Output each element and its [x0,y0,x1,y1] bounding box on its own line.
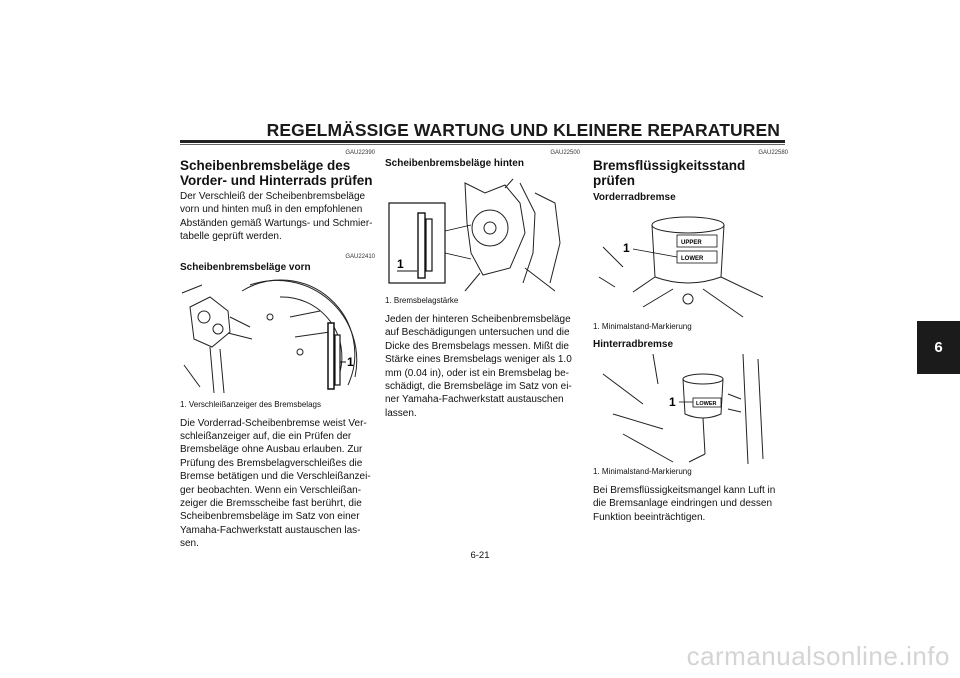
column-left [180,150,375,551]
rear-fig-callout: 1 [397,257,404,271]
page-number: 6-21 [470,550,490,561]
front-brake-figure [180,277,360,397]
header-rule-thin [180,144,785,145]
rear-reservoir-caption: 1. Minimalstand-Markierung [593,467,692,476]
page-title: REGELMÄSSIGE WARTUNG UND KLEINERE REPARATUREN [266,120,780,140]
subsection-front-brake: Vorderradbremse [593,192,676,203]
upper-mark-text: UPPER [681,240,702,246]
subsection-title-front: Scheibenbremsbeläge vorn [180,261,311,273]
section-code: GAU22390 [345,150,375,156]
subsection-code: GAU22410 [345,253,375,260]
rear-lower-mark-text: LOWER [696,401,717,407]
section-title-fluid: Bremsflüssigkeitsstand prüfen [593,158,746,188]
subsection-rear-brake: Hinterradbremse [593,339,674,350]
front-reservoir-caption: 1. Minimalstand-Markierung [593,322,692,331]
column-middle [385,150,580,420]
front-brake-text: Die Vorderrad-Scheibenbremse weist Ver-schleißanzeiger auf, die ein Prüfen der Bremsbeläge ohne Ausbau erlauben. Zur Prüfung des Bremsbelagverschleißes die Bremse betätigen und die Verschleißanzei-ger beobachten. Wenn ein Verschleißan-zeiger die Bremsscheibe fast berührt, die Scheibenbremsbeläge im Satz von einer Yamaha-Fachwerkstatt austauschen las-sen. [180,417,371,550]
watermark: carmanualsonline.info [686,641,950,671]
front-reservoir-figure [593,207,773,319]
front-fig-caption: 1. Verschleißanzeiger des Bremsbelags [180,399,321,409]
column-right [593,150,788,524]
rear-reservoir-callout: 1 [669,395,676,409]
subsection-title-rear: Scheibenbremsbeläge hinten [385,158,524,169]
section-code: GAU22580 [758,150,788,156]
front-reservoir-callout: 1 [623,241,630,255]
chapter-tab [917,321,960,374]
rear-reservoir-figure [593,354,773,464]
fluid-text: Bei Bremsflüssigkeitsmangel kann Luft in die Bremsanlage eindringen und dessen Funktion beeinträchtigen. [593,485,776,523]
front-fig-callout: 1 [347,354,354,369]
section-code: GAU22500 [550,150,580,156]
intro-text: Der Verschleiß der Scheibenbremsbeläge vorn und hinten muß in den empfohlenen Abständen gemäß Wartungs- und Schmier-tabelle geprüft werden. [180,191,373,243]
chapter-number: 6 [934,339,943,356]
rear-fig-caption: 1. Bremsbelagstärke [385,296,459,305]
rear-brake-text: Jeden der hinteren Scheibenbremsbeläge auf Beschädigungen untersuchen und die Dicke des Bremsbelags messen. Mißt die Stärke eines Bremsbelags weniger als 1.0 mm (0.04 in), oder ist ein Bremsbelag be-schädigt, die Bremsbeläge im Satz von ei-ner Yamaha-Fachwerkstatt austauschen lassen. [385,314,572,419]
page-header [180,120,780,141]
section-title: Scheibenbremsbeläge des Vorder- und Hinterrads prüfen [180,158,373,188]
header-rule [180,140,785,143]
lower-mark-text: LOWER [681,256,704,262]
rear-brake-figure [385,173,570,293]
